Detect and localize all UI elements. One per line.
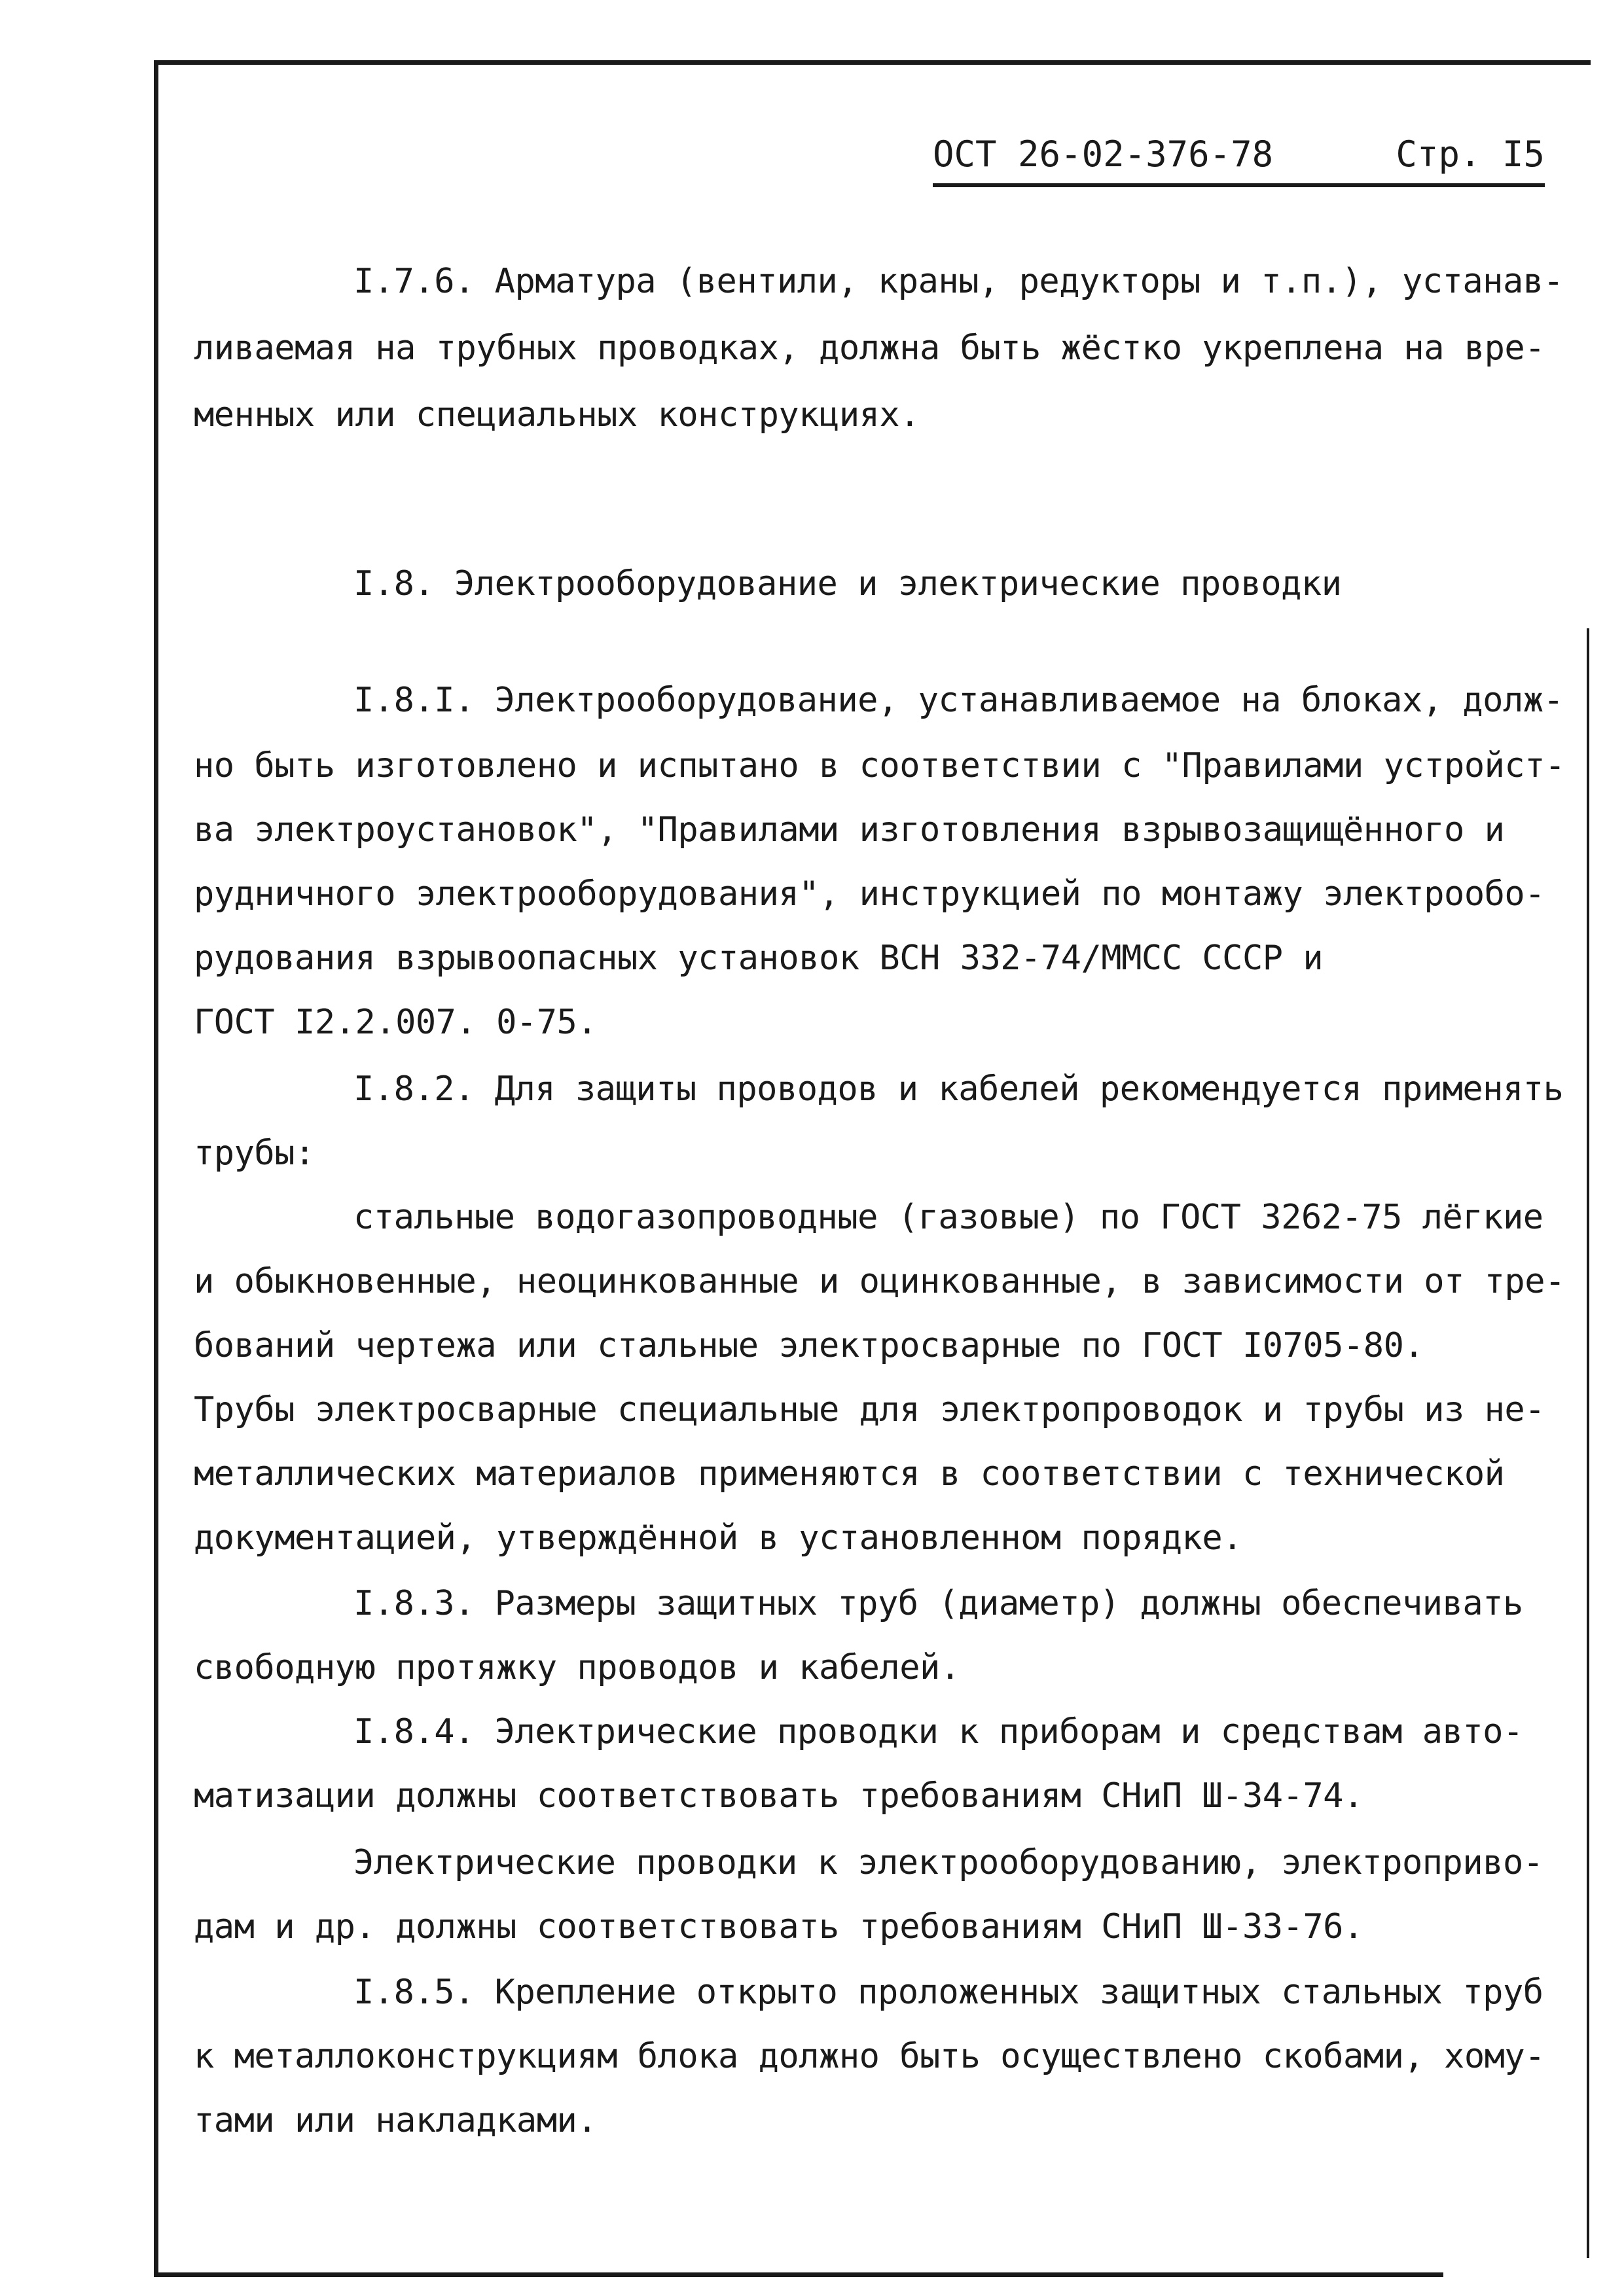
text-line: трубы: bbox=[194, 1134, 315, 1173]
text-line: ва электроустановок", "Правилами изготовления взрывозащищённого и bbox=[194, 810, 1505, 850]
section-heading: I.8. Электрооборудование и электрические проводки bbox=[353, 564, 1342, 603]
text-line: металлических материалов применяются в соответствии с технической bbox=[194, 1454, 1505, 1494]
text-line: дам и др. должны соответствовать требованиям СНиП Ш-33-76. bbox=[194, 1907, 1363, 1946]
text-line: I.7.6. Арматура (вентили, краны, редукторы и т.п.), устанав- bbox=[353, 262, 1564, 301]
text-line: стальные водогазопроводные (газовые) по ГОСТ 3262-75 лёгкие bbox=[353, 1198, 1543, 1237]
frame-bottom-border bbox=[154, 2272, 1443, 2277]
text-line: Трубы электросварные специальные для электропроводок и трубы из не- bbox=[194, 1390, 1545, 1429]
text-line: I.8.3. Размеры защитных труб (диаметр) должны обеспечивать bbox=[353, 1584, 1523, 1623]
text-line: I.8.I. Электрооборудование, устанавливаемое на блоках, долж- bbox=[353, 681, 1564, 720]
text-line: I.8.2. Для защиты проводов и кабелей рекомендуется применять bbox=[353, 1069, 1564, 1109]
text-line: и обыкновенные, неоцинкованные и оцинкованные, в зависимости от тре- bbox=[194, 1262, 1565, 1301]
text-line: рудования взрывоопасных установок ВСН 332-74/ММСС СССР и bbox=[194, 939, 1324, 978]
page-number: Стр. I5 bbox=[1396, 133, 1545, 175]
frame-left-border bbox=[154, 60, 158, 2277]
text-line: I.8.5. Крепление открыто проложенных защитных стальных труб bbox=[353, 1973, 1543, 2012]
text-line: ГОСТ I2.2.007. 0-75. bbox=[194, 1003, 598, 1042]
frame-right-border bbox=[1587, 628, 1589, 2258]
text-line: но быть изготовлено и испытано в соответствии с "Правилами устройст- bbox=[194, 746, 1565, 785]
text-line: к металлоконструкциям блока должно быть осуществлено скобами, хому- bbox=[194, 2037, 1545, 2076]
document-code: ОСТ 26-02-376-78 bbox=[933, 133, 1274, 175]
text-line: I.8.4. Электрические проводки к приборам и средствам авто- bbox=[353, 1712, 1523, 1751]
text-line: менных или специальных конструкциях. bbox=[194, 395, 920, 435]
page-header bbox=[933, 124, 1545, 187]
text-line: свободную протяжку проводов и кабелей. bbox=[194, 1648, 960, 1687]
text-line: документацией, утверждённой в установленном порядке. bbox=[194, 1518, 1242, 1558]
text-line: ливаемая на трубных проводках, должна быть жёстко укреплена на вре- bbox=[194, 329, 1545, 368]
frame-top-border bbox=[154, 60, 1591, 65]
text-line: матизации должны соответствовать требованиям СНиП Ш-34-74. bbox=[194, 1776, 1363, 1816]
text-line: бований чертежа или стальные электросварные по ГОСТ I0705-80. bbox=[194, 1326, 1424, 1365]
text-line: рудничного электрооборудования", инструкцией по монтажу электрообо- bbox=[194, 874, 1545, 914]
text-line: Электрические проводки к электрооборудованию, электроприво- bbox=[353, 1843, 1543, 1882]
text-line: тами или накладками. bbox=[194, 2101, 598, 2140]
